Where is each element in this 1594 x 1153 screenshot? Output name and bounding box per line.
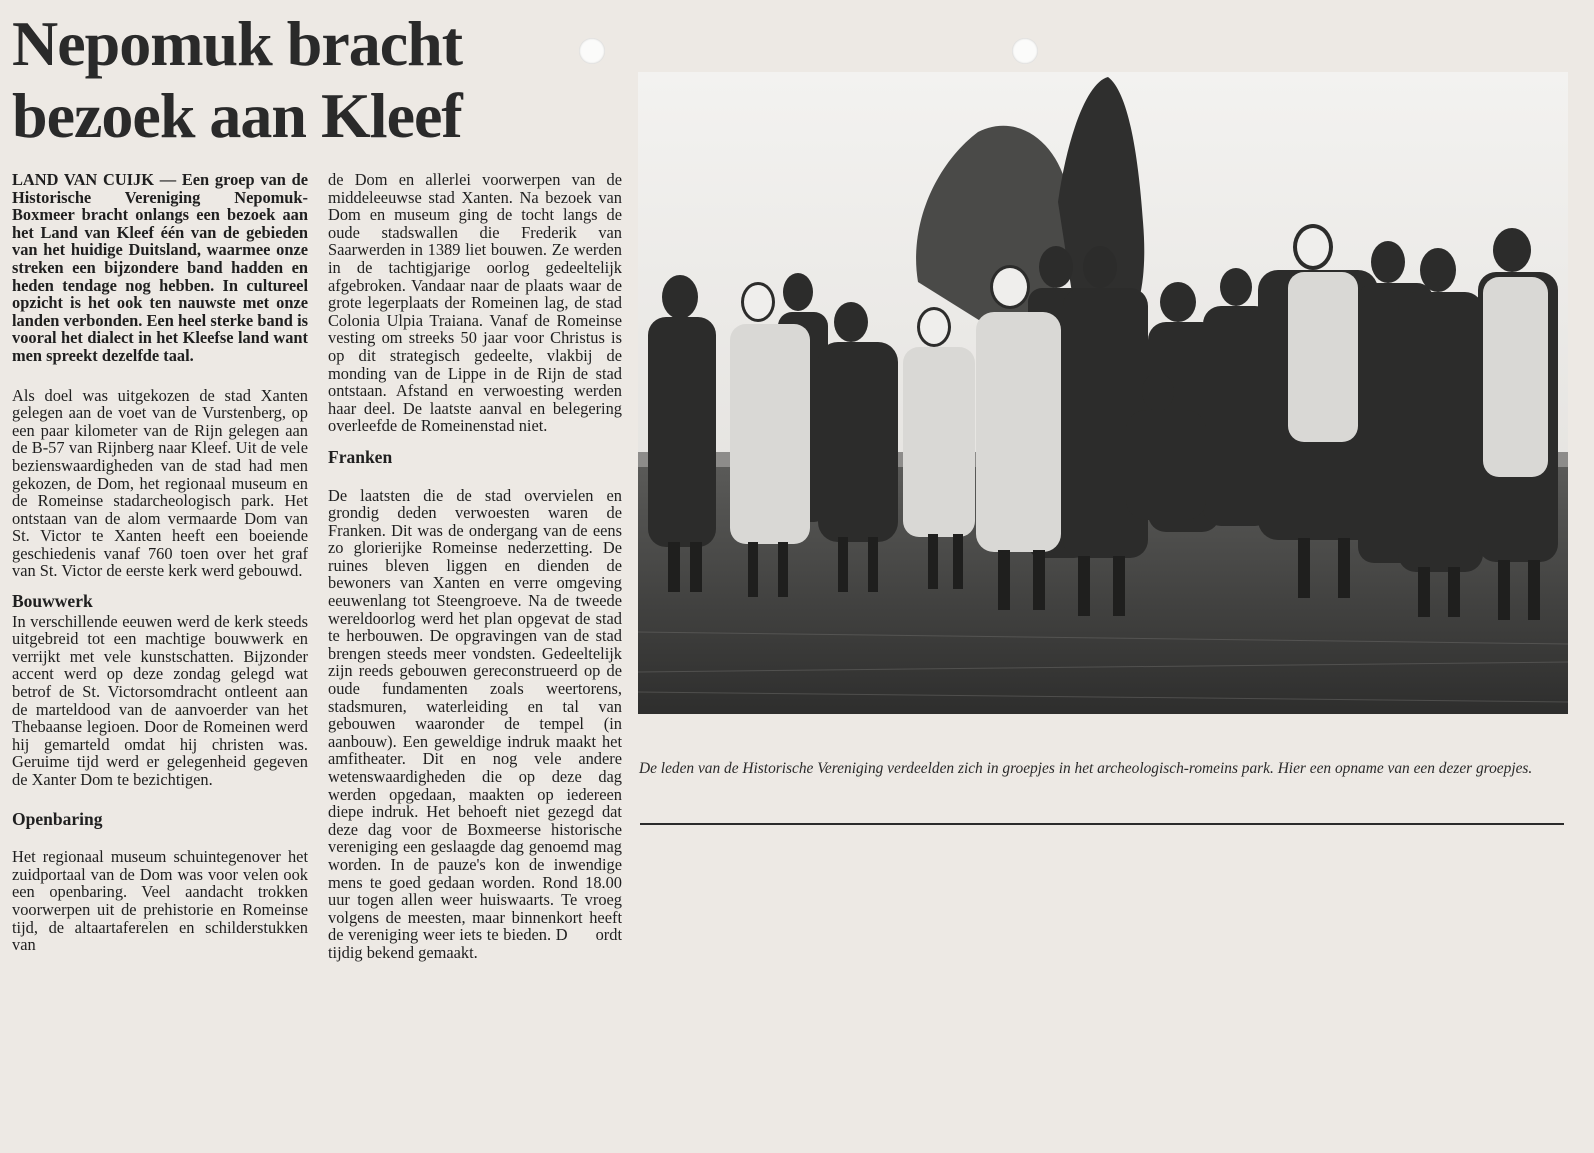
headline-line-2: bezoek aan Kleef	[12, 80, 462, 151]
body-paragraph: Als doel was uitgekozen de stad Xanten gelegen aan de voet van de Vurstenberg, op een paar kilometer van de Rijn gelegen aan de B-57 van Rijnberg naar Kleef. Uit de vele bezienswaardigheden van de stad had men gekozen, de Dom, het regionaal museum en de Romeinse stadarcheologisch park. Het ontstaan van de alom vermaarde Dom van St. Victor te Xanten heeft een boeiende geschiedenis vanaf 760 toen over het graf van St. Victor de eerste kerk werd gebouwd.	[12, 385, 308, 581]
horizontal-rule	[640, 823, 1564, 825]
body-paragraph-text: De laatsten die de stad overvielen en grondig deden verwoesten waren de Franken. Dit was de ondergang van de eens zo glorierijke Romeinse nederzetting. De ruines bleven liggen en dienden de bewoners van Xanten en verre omgeving eeuwenlang tot Steengroeve. Na de tweede wereldoorlog werd het plan opgevat de stad te herbouwen. De opgravingen van de stad brengen steeds meer vondsten. Gedeeltelijk zijn reeds gebouwen gereconstrueerd op de oude fundamenten zoals weertorens, stadsmuren, waterleiding en tal van gebouwen waaronder de tempel (in aanbouw). Een geweldige indruk maakt het amfitheater. Dit en nog vele andere wetenswaardigheden die op deze dag werden opgedaan, maakten op iedereen diepe indruk. Het behoeft niet gezegd dat deze dag voor de Boxmeerse historische vereniging een geslaagde dag genoemd mag worden. In de pauze's kon de inwendige mens te goed gedaan worden. Rond 18.00 uur togen allen weer huiswaarts. Te vroeg volgens de meesten, maar binnenkort heeft de vereniging weer iets te bieden. D	[328, 485, 622, 945]
subheading-bouwwerk: Bouwwerk	[12, 591, 93, 612]
body-paragraph	[328, 487, 622, 962]
punch-hole	[1012, 38, 1038, 64]
lead-paragraph: LAND VAN CUIJK — Een groep van de Historische Vereniging Nepomuk-Boxmeer bracht onlangs een bezoek aan het Land van Kleef één van de gebieden van het huidige Duitsland, waarmee onze streken een bijzondere band hadden en heden tendage nog hebben. In cultureel opzicht is het ook ten nauwste met onze landen verbonden. Een heel sterke band is vooral het dialect in het Kleefse land want men spreekt dezelfde taal.	[12, 170, 308, 365]
subheading-openbaring: Openbaring	[12, 808, 103, 829]
body-paragraph: In verschillende eeuwen werd de kerk steeds uitgebreid tot een machtige bouwwerk en verrijkt met vele kunstschatten. Bijzonder accent werd op deze zondag gelegd wat betrof de St. Victorsomdracht ontleent aan de marteldood van de aanvoerder van het Thebaanse legioen. Door de Romeinen werd hij gemarteld omdat hij christen was. Geruime tijd werd er gelegenheid gegeven de Xanter Dom te bezichtigen.	[12, 611, 308, 789]
text-column-2	[328, 171, 622, 962]
body-paragraph-text-end: ordt tijdig bekend gemaakt.	[328, 925, 622, 962]
headline-line-1: Nepomuk bracht	[12, 8, 463, 79]
photo-caption: De leden van de Historische Vereniging verdeelden zich in groepjes in het archeologisch-romeins park. Hier een opname van een dezer groepjes.	[639, 760, 1533, 777]
article-headline	[12, 8, 612, 152]
group-photo	[638, 72, 1568, 714]
subheading-franken: Franken	[328, 446, 393, 467]
group-photo-image	[638, 72, 1568, 714]
body-paragraph: de Dom en allerlei voorwerpen van de middeleeuwse stad Xanten. Na bezoek van Dom en museum ging de tocht langs de oude stadswallen die Frederik van Saarwerden in 1389 liet bouwen. Ze werden in de tachtigjarige oorlog gedeeltelijk afgebroken. Vandaar naar de plaats waar de grote legerplaats der Romeinen lag, de stad Colonia Ulpia Traiana. Vanaf de Romeinse vesting om streeks 50 jaar voor Christus is op dit strategisch gedeelte, vlakbij de monding van de Lippe in de Rijn de stad ontstaan. Afstand en verwoesting werden haar deel. De laatste aanval en belegering overleefde de Romeinenstad niet.	[328, 170, 622, 436]
text-column-1	[12, 171, 308, 954]
body-paragraph: Het regionaal museum schuintegenover het zuidportaal van de Dom was voor velen ook een openbaring. Veel aandacht trokken voorwerpen uit de prehistorie en Romeinse tijd, de altaartaferelen en schilderstukken van	[12, 847, 308, 955]
